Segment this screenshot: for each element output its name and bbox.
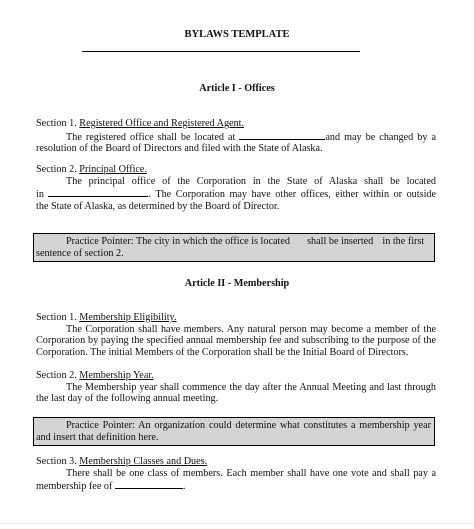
pointer-text: sentence of section 2. xyxy=(36,247,124,259)
section-text: The Membership year shall commence the day after the Annual Meeting and last through xyxy=(66,381,436,393)
section-membership-year xyxy=(36,370,436,405)
section-title: Registered Office and Registered Agent. xyxy=(79,118,245,129)
fill-in-blank-office-location[interactable] xyxy=(239,130,325,140)
section-text: resolution of the Board of Directors and filed with the State of Alaska. xyxy=(36,143,323,155)
section-label: Section 2. xyxy=(36,370,80,381)
section-label: Section 2. xyxy=(36,164,80,175)
section-text: the State of Alaska, as determined by the Board of Director. xyxy=(36,200,280,212)
section-text: The Corporation shall have members. Any natural person may become a member of the xyxy=(66,323,436,335)
section-text: The principal office of the Corporation in the State of Alaska shall be located xyxy=(66,175,436,187)
section-label: Section 3. xyxy=(36,456,80,467)
section-text: in xyxy=(36,189,44,201)
fill-in-blank-membership-fee[interactable] xyxy=(115,479,183,489)
practice-pointer-box xyxy=(33,417,435,446)
document-title: BYLAWS TEMPLATE xyxy=(184,29,290,40)
section-label: Section 1. xyxy=(36,312,80,323)
section-text: the last day of the following annual meeting. xyxy=(36,393,219,405)
section-text: membership fee of xyxy=(36,481,113,493)
pointer-text: and insert that definition here. xyxy=(36,431,159,443)
section-text: Corporation by paying the specified annual membership fee and subscribing to the purpose of the xyxy=(36,335,436,347)
section-text: There shall be one class of members. Each member shall have one vote and shall pay a xyxy=(66,467,436,479)
section-title: Principal Office. xyxy=(79,164,148,175)
section-text: and may be changed by a xyxy=(325,131,437,143)
pointer-text: Practice Pointer: An organization could determine what constitutes a membership year xyxy=(66,420,431,431)
article-1-heading: Article I - Offices xyxy=(199,83,275,94)
page-bottom-edge xyxy=(0,523,474,524)
section-membership-eligibility xyxy=(36,312,436,358)
section-membership-classes xyxy=(36,456,436,493)
section-label: Section 1. xyxy=(36,118,80,129)
title-rule xyxy=(82,51,360,52)
section-text: . xyxy=(182,481,186,493)
section-title: Membership Eligibility. xyxy=(79,312,177,323)
section-principal-office xyxy=(36,164,436,212)
section-title: Membership Year. xyxy=(79,370,154,381)
section-title: Membership Classes and Dues. xyxy=(79,456,208,467)
section-text: The registered office shall be located at xyxy=(66,131,236,143)
practice-pointer-box xyxy=(33,233,435,262)
fill-in-blank-principal-city[interactable] xyxy=(48,187,148,197)
section-text: . The Corporation may have other offices, either within or outside xyxy=(148,189,437,201)
section-text: Corporation. The initial Members of the Corporation shall be the Initial Board of Directors. xyxy=(36,346,409,358)
section-registered-office xyxy=(36,118,436,155)
article-2-heading: Article II - Membership xyxy=(184,278,290,289)
pointer-text: Practice Pointer: The city in which the office is located xyxy=(66,236,290,247)
pointer-text: in the first xyxy=(382,236,425,247)
pointer-text: shall be inserted xyxy=(307,236,374,247)
